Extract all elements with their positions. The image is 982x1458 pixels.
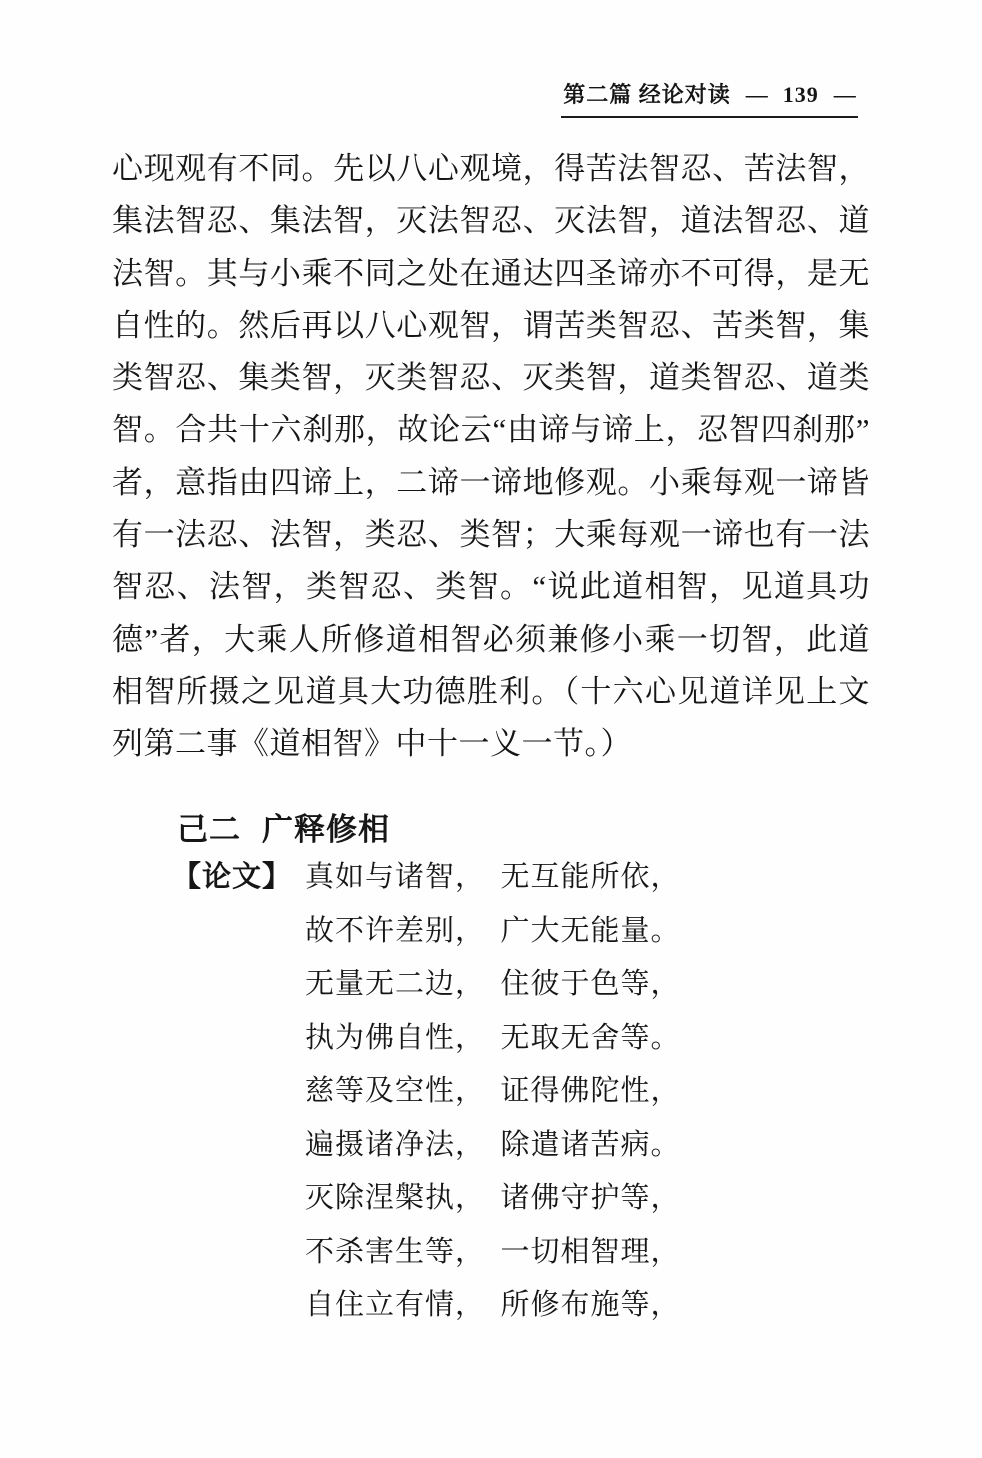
verse-line: 自住立有情， 所修布施等， xyxy=(305,1289,681,1321)
verse-label: 【论文】 xyxy=(172,861,293,893)
verse-line: 故不许差别， 广大无能量。 xyxy=(305,914,681,947)
section-heading-number: 己二 xyxy=(177,812,241,847)
section-heading-title: 广释修相 xyxy=(262,812,390,847)
verse-line: 真如与诸智， 无互能所依， xyxy=(305,861,681,893)
header-dash-right: — xyxy=(833,82,856,107)
paragraph-note-text: （十六心见道详见上文列第二事《道相智》中十一义一节。） xyxy=(112,673,871,762)
header-section-title: 第二篇 经论对读 xyxy=(563,82,731,107)
section-heading xyxy=(177,804,390,849)
running-header xyxy=(561,78,858,118)
body-paragraph xyxy=(112,143,870,771)
verse-line: 慈等及空性， 证得佛陀性， xyxy=(305,1075,681,1107)
page-number: 139 xyxy=(782,82,819,107)
paragraph-main-text: 心现观有不同。先以八心观境，得苦法智忍、苦法智，集法智忍、集法智，灭法智忍、灭法智，道法智忍、道法智。其与小乘不同之处在通达四圣谛亦不可得，是无自性的。然后再以八心观智，谓苦类智忍、苦类智，集类智忍、集类智，灭类智忍、灭类智，道类智忍、道类智。合共十六刹那，故论云“由谛与谛上，忍智四刹那”者，意指由四谛上，二谛一谛地修观。小乘每观一谛皆有一法忍、法智，类忍、类智；大乘每观一谛也有一法智忍、法智，类智忍、类智。“说此道相智，见道具功德”者，大乘人所修道相智必须兼修小乘一切智，此道相智所摄之见道具大功德胜利。 xyxy=(112,151,870,709)
verse-lines xyxy=(305,851,872,1333)
verse-line: 不杀害生等， 一切相智理， xyxy=(305,1235,681,1268)
verse-line: 无量无二边， 住彼于色等， xyxy=(305,968,681,1000)
verse-block xyxy=(172,851,872,1333)
header-dash-left: — xyxy=(745,82,768,107)
verse-line: 遍摄诸净法， 除遣诸苦病。 xyxy=(305,1128,681,1161)
verse-line: 灭除涅槃执， 诸佛守护等， xyxy=(305,1182,681,1214)
verse-line: 执为佛自性， 无取无舍等。 xyxy=(305,1021,681,1054)
